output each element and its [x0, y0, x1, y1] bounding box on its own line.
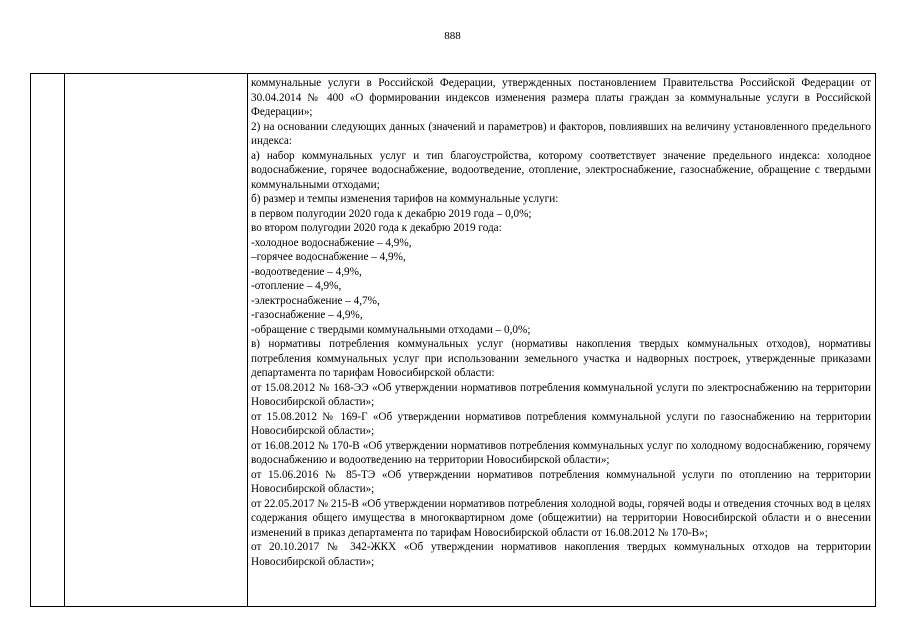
list-item: -электроснабжение – 4,7%,	[251, 294, 380, 307]
paragraph: в) нормативы потребления коммунальных услуг (нормативы накопления твердых коммунальных отходов), нормативы потребления коммунальных услуг при использовании земельного участка и надворных построек, утвержденные приказами департамента по тарифам Новосибирской области:	[251, 338, 871, 379]
list-item: -холодное водоснабжение – 4,9%,	[251, 236, 412, 249]
paragraph: а) набор коммунальных услуг и тип благоустройства, которому соответствует значение предельного индекса: холодное водоснабжение, горячее водоснабжение, водоотведение, отопление, электроснабжение, газоснабжение, обращение с твердыми коммунальными отходами;	[251, 149, 871, 191]
list-item: –горячее водоснабжение – 4,9%,	[251, 251, 406, 263]
paragraph: во втором полугодии 2020 года к декабрю 2019 года:	[251, 222, 502, 234]
table-column-divider	[247, 74, 248, 606]
paragraph: 2) на основании следующих данных (значений и параметров) и факторов, повлиявших на величину установленного предельного индекса:	[251, 120, 871, 147]
list-item: -обращение с твердыми коммунальными отходами – 0,0%;	[251, 323, 531, 336]
document-table	[30, 73, 876, 607]
table-cell-text	[251, 76, 871, 569]
list-item: -газоснабжение – 4,9%,	[251, 309, 363, 321]
order-reference: от 22.05.2017 № 215-В «Об утверждении нормативов потребления холодной воды, горячей воды и отведения сточных вод в целях содержания общего имущества в многоквартирном доме (общежитии) на территории Новосибирской области и о внесении изменений в приказ департамента по тарифам Новосибирской области от 16.08.2012 № 170-В»;	[251, 497, 871, 539]
paragraph: в первом полугодии 2020 года к декабрю 2019 года – 0,0%;	[251, 207, 532, 220]
list-item: -отопление – 4,9%,	[251, 280, 342, 292]
order-reference: от 20.10.2017 № 342-ЖКХ «Об утверждении нормативов накопления твердых коммунальных отходов на территории Новосибирской области»;	[251, 541, 871, 568]
order-reference: от 15.06.2016 № 85-ТЭ «Об утверждении нормативов потребления коммунальной услуги по отоплению на территории Новосибирской области»;	[251, 468, 871, 495]
order-reference: от 16.08.2012 № 170-В «Об утверждении нормативов потребления коммунальных услуг по холодному водоснабжению, горячему водоснабжению и водоотведению на территории Новосибирской области»;	[251, 439, 871, 466]
list-item: -водоотведение – 4,9%,	[251, 265, 362, 278]
table-column-divider	[64, 74, 65, 606]
paragraph: б) размер и темпы изменения тарифов на коммунальные услуги:	[251, 193, 559, 205]
order-reference: от 15.08.2012 № 168-ЭЭ «Об утверждении нормативов потребления коммунальной услуги по электроснабжению на территории Новосибирской области»;	[251, 381, 871, 408]
page-number: 888	[444, 30, 461, 42]
paragraph: коммунальные услуги в Российской Федерации, утвержденных постановлением Правительства Российской Федерации от 30.04.2014 № 400 «О формировании индексов изменения размера платы граждан за коммунальные услуги в Российской Федерации»;	[251, 77, 871, 118]
order-reference: от 15.08.2012 № 169-Г «Об утверждении нормативов потребления коммунальной услуги по газоснабжению на территории Новосибирской области»;	[251, 410, 871, 437]
